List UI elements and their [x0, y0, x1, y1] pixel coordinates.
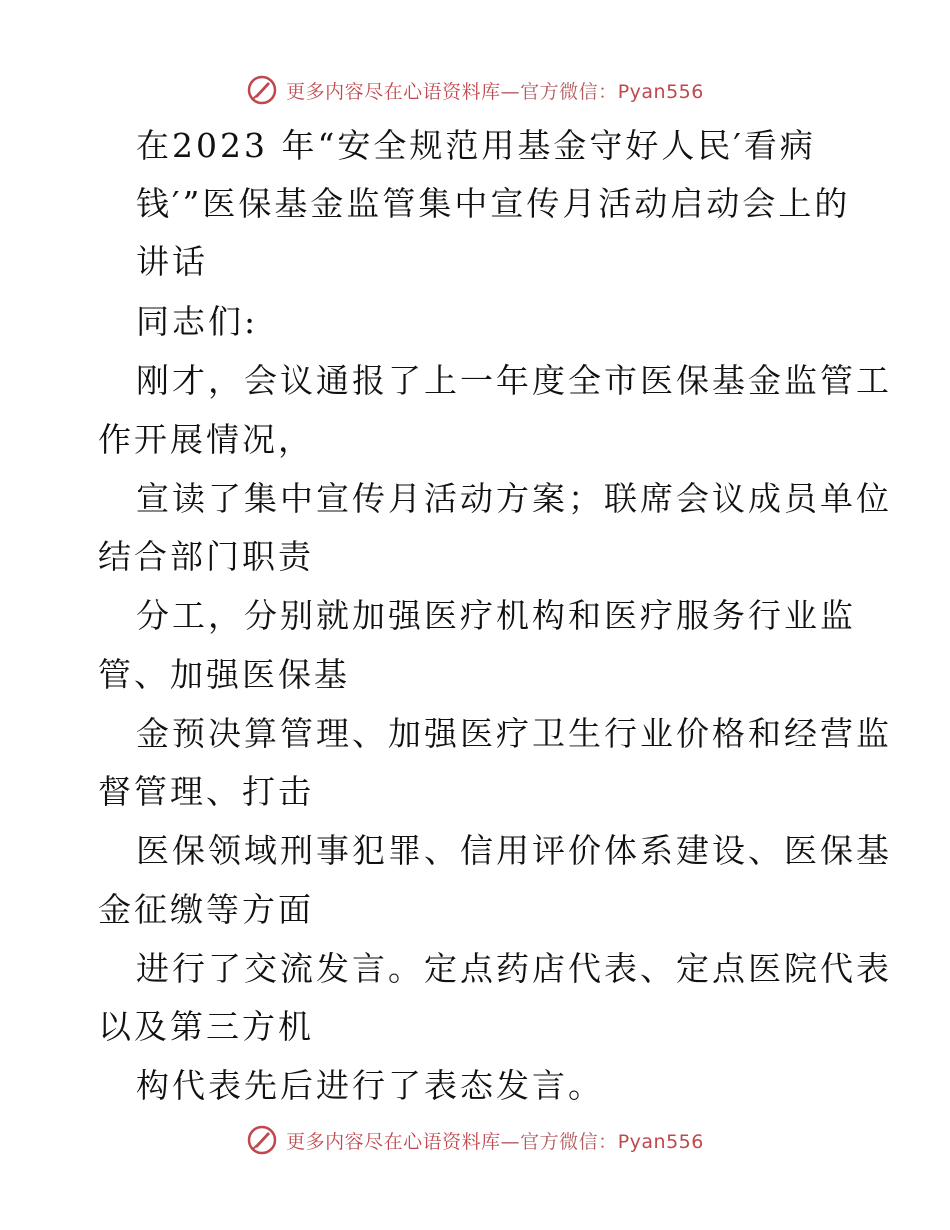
paragraph-line: 作开展情况， — [98, 420, 314, 459]
header-banner — [0, 68, 950, 112]
paragraph-line: 督管理、打击 — [98, 772, 314, 811]
document-title-line-1: 在2023 年“安全规范用基金守好人民′看病 — [136, 126, 816, 165]
paragraph-line: 分工，分别就加强医疗机构和医疗服务行业监 — [136, 596, 856, 635]
paragraph-line: 结合部门职责 — [98, 537, 314, 576]
quill-circle-logo-icon — [246, 74, 278, 106]
banner-text: 更多内容尽在心语资料库—官方微信：Pyan556 — [286, 80, 704, 103]
document-title-line-3: 讲话 — [136, 242, 208, 281]
paragraph-line: 医保领域刑事犯罪、信用评价体系建设、医保基 — [136, 831, 892, 870]
paragraph-line: 管、加强医保基 — [98, 655, 350, 694]
quill-circle-logo-icon — [246, 1124, 278, 1156]
paragraph-line: 进行了交流发言。定点药店代表、定点医院代表 — [136, 949, 892, 988]
paragraph-line: 以及第三方机 — [98, 1007, 314, 1046]
paragraph-line: 宣读了集中宣传月活动方案；联席会议成员单位 — [136, 479, 892, 518]
banner-text: 更多内容尽在心语资料库—官方微信：Pyan556 — [286, 1130, 704, 1153]
paragraph-line: 金预决算管理、加强医疗卫生行业价格和经营监 — [136, 714, 892, 753]
paragraph-line: 金征缴等方面 — [98, 890, 314, 929]
paragraph-line: 刚才，会议通报了上一年度全市医保基金监管工 — [136, 361, 892, 400]
document-title-line-2: 钱′”医保基金监管集中宣传月活动启动会上的 — [136, 184, 851, 223]
footer-banner — [0, 1118, 950, 1162]
paragraph-line: 构代表先后进行了表态发言。 — [136, 1066, 604, 1105]
salutation: 同志们: — [136, 302, 259, 341]
